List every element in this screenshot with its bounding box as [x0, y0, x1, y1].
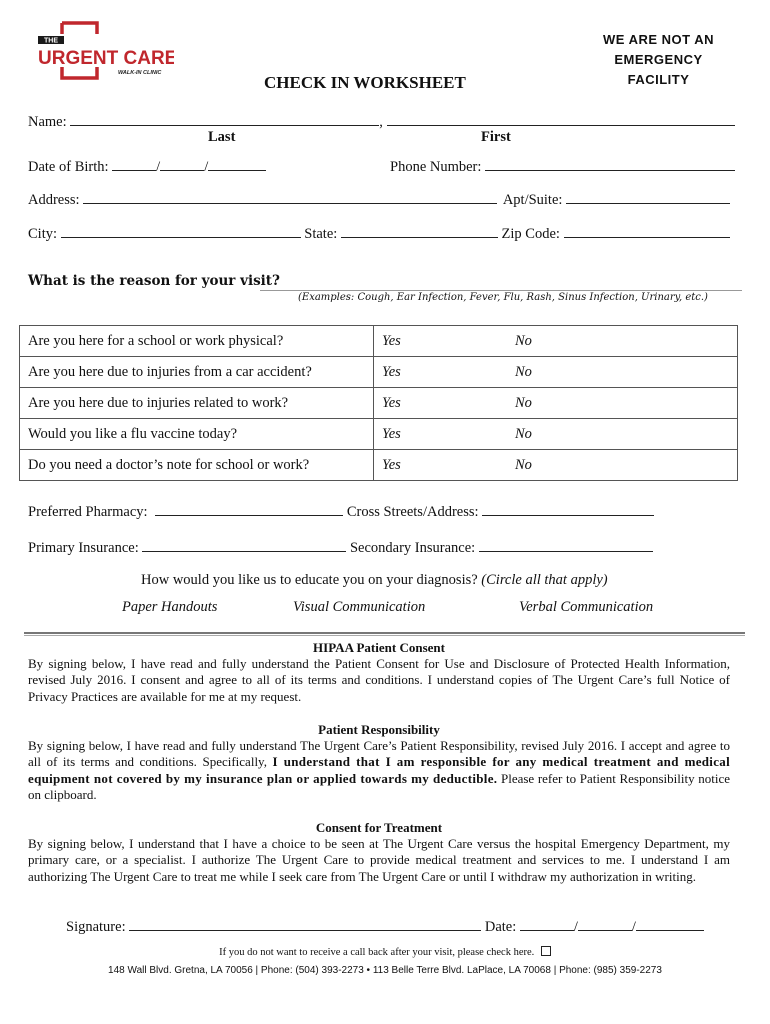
question-text: Are you here due to injuries related to work? — [20, 388, 374, 419]
address-field[interactable] — [83, 189, 497, 204]
state-label: State: — [304, 226, 338, 242]
answer-no-option[interactable]: No — [507, 388, 738, 419]
last-name-field[interactable] — [70, 111, 379, 126]
hipaa-text: By signing below, I have read and fully understand the Patient Consent for Use and Disclosure of Protected Health Information, revised July 2016. I consent and agree to all of its terms and conditions. I understand copies of The Urgent Care’s full Notice of Privacy Practices are available for me at my request. — [28, 656, 730, 704]
zip-label: Zip Code: — [501, 226, 560, 242]
section-divider — [24, 632, 745, 636]
apt-label: Apt/Suite: — [502, 192, 563, 208]
clinic-logo — [34, 20, 174, 82]
primary-insurance-label: Primary Insurance: — [28, 540, 139, 556]
answer-yes-option[interactable]: Yes — [374, 388, 508, 419]
callback-line — [0, 946, 770, 958]
responsibility-text-bold: I understand that I am responsible for any medical treatment and medical equipment not covered by my insurance plan or applied towards my deductible. — [28, 754, 730, 786]
city-label: City: — [28, 226, 58, 242]
footer-address: 148 Wall Blvd. Gretna, LA 70056 | Phone: (504) 393-2273 • 113 Belle Terre Blvd. LaPlace, LA 70068 | Phone: (985) 359-2273 — [108, 965, 662, 976]
pharmacy-field[interactable] — [155, 501, 343, 516]
question-row — [20, 419, 738, 450]
answer-yes-option[interactable]: Yes — [374, 450, 508, 481]
emergency-warning — [603, 30, 714, 90]
answer-yes-option[interactable]: Yes — [374, 326, 508, 357]
question-text: Do you need a doctor’s note for school or work? — [20, 450, 374, 481]
first-caption: First — [481, 129, 511, 145]
educate-option-visual[interactable]: Visual Communication — [293, 599, 426, 615]
city-row — [28, 223, 730, 243]
phone-field[interactable] — [485, 156, 735, 171]
primary-insurance-field[interactable] — [142, 537, 346, 552]
logo-tagline: WALK-IN CLINIC — [118, 70, 162, 76]
cross-streets-label: Cross Streets/Address: — [346, 504, 479, 520]
apt-field[interactable] — [566, 189, 730, 204]
phone-label: Phone Number: — [390, 159, 482, 175]
secondary-insurance-label: Secondary Insurance: — [349, 540, 476, 556]
logo-small-text: THE — [44, 37, 58, 45]
educate-option-verbal[interactable]: Verbal Communication — [519, 599, 654, 615]
question-row — [20, 326, 738, 357]
answer-yes-option[interactable]: Yes — [374, 419, 508, 450]
pharmacy-label: Preferred Pharmacy: — [28, 504, 148, 520]
name-label: Name: — [28, 114, 67, 130]
question-text: Are you here due to injuries from a car accident? — [20, 357, 374, 388]
state-field[interactable] — [341, 223, 498, 238]
dob-year-field[interactable] — [208, 156, 266, 171]
dob-month-field[interactable] — [112, 156, 156, 171]
consent-text: By signing below, I understand that I have a choice to be seen at The Urgent Care versus the hospital Emergency Department, my primary care, or a specialist. I authorize The Urgent Care to provide medical treatment and services to me. I understand I am authorizing The Urgent Care to treat me while I seek care from The Urgent Care or until I withdraw my authorization in writing. — [28, 836, 730, 884]
warning-line-3: FACILITY — [627, 72, 690, 87]
pharmacy-row — [28, 501, 654, 521]
date-year-field[interactable] — [636, 916, 704, 931]
dob-day-field[interactable] — [160, 156, 204, 171]
hipaa-heading: HIPAA Patient Consent — [313, 640, 445, 655]
reason-examples: (Examples: Cough, Ear Infection, Fever, Flu, Rash, Sinus Infection, Urinary, etc.) — [298, 292, 708, 303]
answer-yes-option[interactable]: Yes — [374, 357, 508, 388]
question-text: Are you here for a school or work physical? — [20, 326, 374, 357]
answer-no-option[interactable]: No — [507, 419, 738, 450]
dob-row: Date of Birth: / / — [28, 156, 266, 176]
visit-questions-table — [19, 325, 738, 481]
question-row — [20, 357, 738, 388]
address-label: Address: — [28, 192, 80, 208]
callback-checkbox[interactable] — [541, 946, 551, 956]
secondary-insurance-field[interactable] — [479, 537, 653, 552]
reason-field[interactable] — [260, 276, 742, 291]
question-row — [20, 388, 738, 419]
question-row — [20, 450, 738, 481]
phone-row — [390, 156, 735, 176]
answer-no-option[interactable]: No — [507, 450, 738, 481]
signature-label: Signature: — [66, 919, 126, 935]
signature-field[interactable] — [129, 916, 481, 931]
warning-line-1: WE ARE NOT AN — [603, 32, 714, 47]
educate-hint: (Circle all that apply) — [481, 572, 608, 588]
zip-field[interactable] — [564, 223, 730, 238]
educate-question-text: How would you like us to educate you on your diagnosis? — [141, 572, 478, 588]
answer-no-option[interactable]: No — [507, 326, 738, 357]
signature-row: Signature: Date: / / — [66, 916, 704, 936]
first-name-field[interactable] — [387, 111, 735, 126]
logo-main-text: URGENT CARE — [38, 48, 174, 69]
responsibility-heading: Patient Responsibility — [318, 722, 440, 737]
educate-option-paper[interactable]: Paper Handouts — [122, 599, 218, 615]
warning-line-2: EMERGENCY — [614, 52, 703, 67]
educate-question — [141, 572, 608, 589]
answer-no-option[interactable]: No — [507, 357, 738, 388]
dob-label: Date of Birth: — [28, 159, 109, 175]
page-title: CHECK IN WORKSHEET — [264, 73, 466, 92]
address-row — [28, 189, 730, 209]
insurance-row — [28, 537, 653, 557]
cross-streets-field[interactable] — [482, 501, 654, 516]
date-day-field[interactable] — [578, 916, 632, 931]
reason-label: What is the reason for your visit? — [28, 273, 280, 289]
date-month-field[interactable] — [520, 916, 574, 931]
last-caption: Last — [208, 129, 236, 145]
responsibility-text-b: Please refer to Patient Responsibility notice on clipboard. — [28, 770, 731, 803]
question-text: Would you like a flu vaccine today? — [20, 419, 374, 450]
responsibility-text-a: By signing below, I have read and fully understand The Urgent Care’s Patient Responsibility, revised July 2016. I accept and agree to all of its terms and conditions. Specifically, — [28, 738, 730, 770]
date-label: Date: — [484, 919, 517, 935]
callback-text: If you do not want to receive a call back after your visit, please check here. — [219, 947, 535, 958]
name-row: Name: , — [28, 111, 735, 131]
city-field[interactable] — [61, 223, 301, 238]
responsibility-text — [28, 738, 730, 804]
consent-heading: Consent for Treatment — [315, 820, 443, 835]
